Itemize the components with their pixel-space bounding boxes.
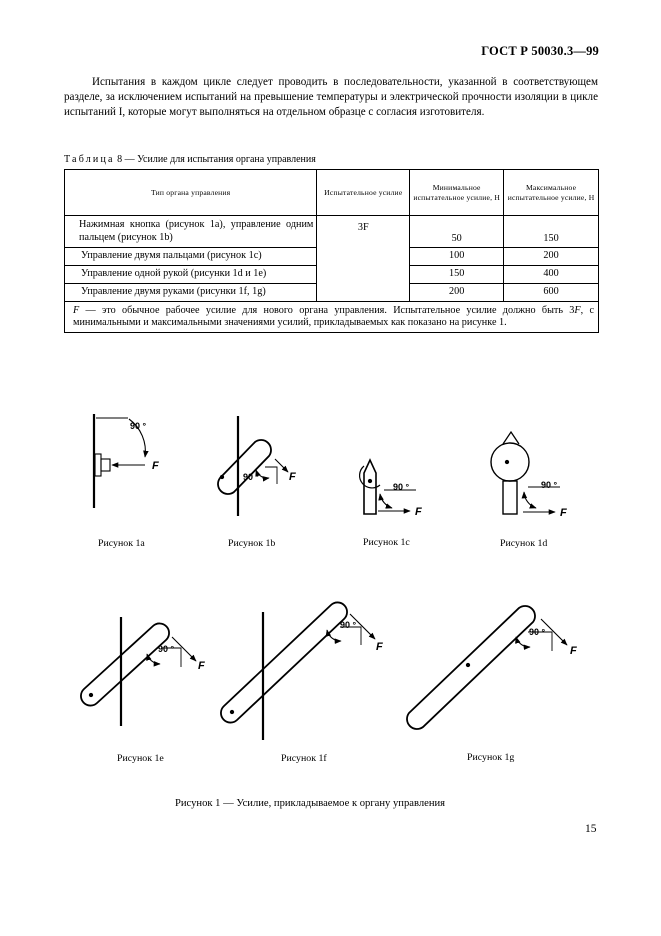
angle-label-1e: 90 ° (158, 644, 175, 654)
row-max: 400 (504, 266, 599, 284)
angle-label-1a: 90 ° (130, 421, 147, 431)
figure-1b-drawing (218, 416, 296, 516)
figure-1e-drawing (81, 617, 205, 726)
page-number: 15 (585, 823, 597, 835)
paragraph-text: Испытания в каждом цикле следует проводить в последовательности, указанной в соответствующем разделе, за исключением испытаний на превышение температуры и электрической прочности изоляции в цикле испытаний I, которые могут выполняться на отдельном образце с согласия изготовителя. (64, 76, 598, 118)
row-min: 100 (410, 248, 504, 266)
label-figure-1b: Рисунок 1b (228, 538, 276, 549)
force-label-1d: F (560, 507, 567, 519)
table-caption-text: 8 — Усилие для испытания органа управления (114, 154, 316, 165)
label-figure-1d: Рисунок 1d (500, 538, 548, 549)
label-figure-1c: Рисунок 1с (363, 537, 410, 548)
angle-label-1c: 90 ° (393, 482, 410, 492)
label-figure-1e: Рисунок 1e (117, 753, 164, 764)
angle-label-1d: 90 ° (541, 480, 558, 490)
angle-label-1f: 90 ° (340, 620, 357, 630)
row-max: 600 (504, 284, 599, 302)
header-type: Тип органа управления (65, 170, 317, 216)
label-figure-1g: Рисунок 1g (467, 752, 515, 763)
figure-1d-drawing (491, 432, 567, 519)
row-type: Нажимная кнопка (рисунок 1а), управление одним пальцем (рисунок 1b) (65, 216, 317, 248)
figure-caption: Рисунок 1 — Усилие, прикладываемое к органу управления (175, 798, 446, 809)
note-symbol-2: F (574, 305, 581, 316)
page-header: ГОСТ Р 50030.3—99 (481, 44, 599, 58)
figure-1a-drawing (94, 414, 159, 508)
row-min: 150 (410, 266, 504, 284)
note-text-b: , с минимальными и максимальными значениями усилий, прикладываемых как показано на рисунке 1. (73, 305, 594, 329)
table-caption-prefix: Таблица (64, 154, 115, 165)
force-label-1b: F (289, 471, 296, 483)
row-min: 200 (410, 284, 504, 302)
angle-label-1g: 90 ° (529, 627, 546, 637)
row-type: Управление двумя пальцами (рисунок 1с) (65, 248, 317, 266)
figure-1g-drawing (407, 606, 577, 729)
header-min-force: Минимальное испытательное усилие, Н (410, 170, 504, 216)
label-figure-1a: Рисунок 1а (98, 538, 145, 549)
force-label-1g: F (570, 645, 577, 657)
note-symbol: F (73, 305, 80, 316)
row-type: Управление одной рукой (рисунки 1d и 1e) (65, 266, 317, 284)
note-text-a: — это обычное рабочее усилие для нового органа управления. Испытательное усилие должно быть 3 (79, 305, 575, 316)
test-force-cell: 3F (317, 216, 410, 302)
force-label-1c: F (415, 506, 422, 518)
label-figure-1f: Рисунок 1f (281, 753, 327, 764)
figure-1c-drawing (360, 460, 422, 518)
header-max-force: Максимальное испытательное усилие, Н (504, 170, 599, 216)
row-type: Управление двумя руками (рисунки 1f, 1g) (65, 284, 317, 302)
force-label-1f: F (376, 641, 383, 653)
header-test-force: Испытательное усилие (317, 170, 410, 216)
force-label-1a: F (152, 460, 159, 472)
row-max: 150 (504, 216, 599, 248)
row-max: 200 (504, 248, 599, 266)
angle-label-1b: 90 ° (243, 472, 260, 482)
figure-1f-drawing (221, 602, 383, 740)
row-min: 50 (410, 216, 504, 248)
force-label-1e: F (198, 660, 205, 672)
